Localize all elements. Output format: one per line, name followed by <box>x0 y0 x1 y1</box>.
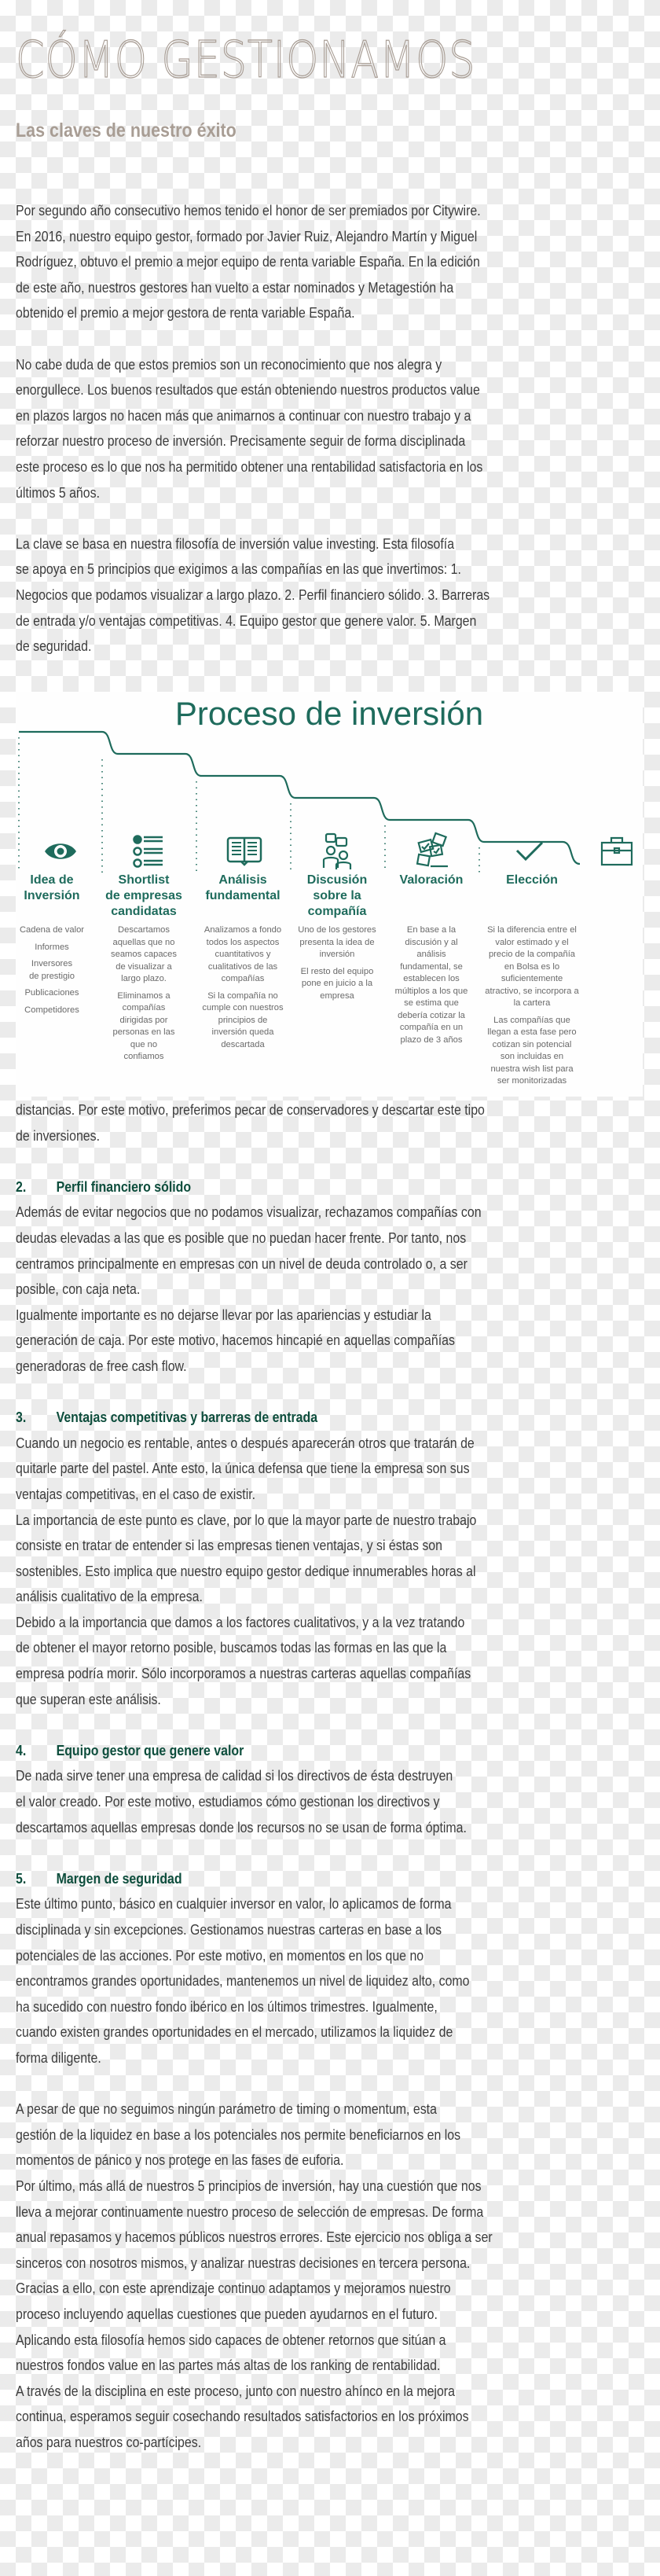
intro-line: de este año, nuestros gestores han vuelto a estar nominados y Metagestión ha <box>16 278 454 296</box>
step-title: Valoración <box>399 873 464 887</box>
closing-line: A pesar de que no seguimos ningún parámetro de timing o momentum, esta <box>16 2100 437 2118</box>
body-line: De nada sirve tener una empresa de calidad si los directivos de ésta destruyen <box>16 1767 453 1784</box>
section-heading-5: 5. Margen de seguridad <box>16 1869 182 1887</box>
section-heading-3: 3. Ventajas competitivas y barreras de entrada <box>16 1409 318 1426</box>
body-line: ventajas competitivas, en el caso de existir. <box>16 1485 256 1502</box>
section-heading-4: 4. Equipo gestor que genere valor <box>16 1741 244 1758</box>
body-text <box>16 1097 613 2455</box>
body-line: que superan este análisis. <box>16 1690 161 1707</box>
body-line: Este último punto, básico en cualquier inversor en valor, lo aplicamos de forma <box>16 1895 452 1913</box>
intro-line: en plazos largos no hacen más que animarnos a continuar con nuestro trabajo y a <box>16 406 471 424</box>
body-line: generadoras de free cash flow. <box>16 1357 187 1374</box>
closing-line: continua, esperamos seguir cosechando resultados satisfactorios en los próximos <box>16 2408 469 2425</box>
step-title: Análisis fundamental <box>205 873 280 902</box>
people-discussion-icon <box>319 832 358 871</box>
intro-line: Rodríguez, obtuvo el premio a mejor equipo de renta variable España. En la edición <box>16 253 480 270</box>
body-line: La importancia de este punto es clave, por lo que la mayor parte de nuestro trabajo <box>16 1511 477 1528</box>
closing-line: nuestros fondos value en las partes más altas de los ranking de rentabilidad. <box>16 2357 441 2374</box>
checklist-icon <box>130 832 169 871</box>
step-title: Idea de Inversión <box>24 873 80 902</box>
step-description: En base a la discusión y al análisis fundamental, se establecen los múltiplos a los que se estima que debería cotizar la compañía en un plazo de 3 años <box>394 925 468 1045</box>
body-line: quitarle parte del pastel. Ante esto, la única defensa que tiene la empresa son sus <box>16 1460 470 1477</box>
intro-line: se apoya en 5 principios que exigimos a las compañías en las que invertimos: 1. <box>16 560 461 578</box>
body-line: descartamos aquellas empresas donde los recursos no se usan de forma óptima. <box>16 1818 467 1836</box>
closing-line: años para nuestros co-partícipes. <box>16 2433 202 2450</box>
valuation-charts-icon <box>413 832 453 871</box>
body-line: deudas elevadas a las que es posible que no puedan hacer frente. Por tanto, nos <box>16 1229 467 1246</box>
open-book-icon <box>225 832 264 871</box>
step-discusion <box>292 873 382 1002</box>
intro-line: obtenido el premio a mejor gestora de renta variable España. <box>16 304 355 322</box>
step-analisis-fundamental <box>198 873 288 1051</box>
body-line: de inversiones. <box>16 1126 101 1144</box>
step-title: Shortlist de empresas candidatas <box>105 873 182 918</box>
body-line: posible, con caja neta. <box>16 1281 141 1298</box>
closing-line: momentos de pánico y nos protege en las fases de euforia. <box>16 2152 344 2169</box>
body-line: Además de evitar negocios que no podamos visualizar, rechazamos compañías con <box>16 1203 482 1221</box>
body-line: centramos principalmente en empresas con un nivel de deuda controlado o, a ser <box>16 1255 468 1272</box>
body-line: cuando existen grandes oportunidades en el mercado, utilizamos la liquidez de <box>16 2023 453 2041</box>
closing-line: A través de la disciplina en este proceso, junto con nuestro ahínco en la mejora <box>16 2382 455 2399</box>
eye-icon <box>41 832 80 871</box>
step-description: Uno de los gestores presenta la idea de inversión El resto del equipo pone en juicio a la empresa <box>298 925 376 1001</box>
intro-line: de seguridad. <box>16 638 92 655</box>
body-line: de obtener el mayor retorno posible, buscamos todas las formas en las que la <box>16 1639 447 1656</box>
intro-line: Por segundo año consecutivo hemos tenido el honor de ser premiados por Citywire. <box>16 202 481 219</box>
intro-line: Negocios que podamos visualizar a largo plazo. 2. Perfil financiero sólido. 3. Barreras <box>16 586 490 603</box>
body-line: encontramos grandes oportunidades, mantenemos un nivel de liquidez alto, como <box>16 1972 470 1990</box>
body-line: el valor creado. Por este motivo, estudiamos cómo gestionan los directivos y <box>16 1793 440 1810</box>
body-line: sostenibles. Esto implica que nuestro equipo gestor dedique innumerables horas al <box>16 1562 476 1579</box>
checkmark-icon <box>509 832 548 871</box>
step-title: Discusión sobre la compañía <box>306 873 368 918</box>
body-line: Debido a la importancia que damos a los factores cualitativos, y a la vez tratando <box>16 1613 465 1630</box>
closing-line: proceso incluyendo aquellas cuestiones que pueden ayudarnos en el futuro. <box>16 2305 438 2322</box>
intro-line: reforzar nuestro proceso de inversión. Precisamente seguir de forma disciplinada <box>16 432 466 450</box>
step-description: Cadena de valor Informes Inversores de prestigio Publicaciones Competidores <box>19 925 85 1015</box>
body-line: empresa podría morir. Sólo incorporamos a nuestras carteras aquellas compañías <box>16 1665 471 1682</box>
body-line: ha sucedido con nuestro fondo ibérico en los últimos trimestres. Igualmente, <box>16 1997 438 2015</box>
intro-line: enorgullece. Los buenos resultados que están obteniendo nuestros productos value <box>16 381 480 399</box>
page-title: CÓMO GESTIONAMOS <box>16 31 476 90</box>
step-idea-de-inversion <box>13 873 91 1021</box>
body-line: consiste en tratar de entender si las empresas tienen ventajas, y si éstas son <box>16 1537 443 1554</box>
closing-line: Por último, más allá de nuestros 5 principios de inversión, hay una cuestión que nos <box>16 2177 482 2194</box>
closing-line: Aplicando esta filosofía hemos sido capaces de obtener retornos que sitúan a <box>16 2331 446 2348</box>
closing-line: anual repasamos y hacemos públicos nuestros errores. Este ejercicio nos obliga a ser <box>16 2229 493 2246</box>
step-eleccion <box>481 873 583 1088</box>
intro-line: La clave se basa en nuestra filosofía de inversión value investing. Esta filosofía <box>16 535 455 552</box>
body-line: análisis cualitativo de la empresa. <box>16 1588 203 1605</box>
intro-line: este proceso es lo que nos ha permitido obtener una rentabilidad satisfactoria en los <box>16 458 483 475</box>
intro-line: de entrada y/o ventajas competitivas. 4. Equipo gestor que genere valor. 5. Margen <box>16 612 477 629</box>
page-subtitle: Las claves de nuestro éxito <box>16 119 236 141</box>
closing-line: gestión de la liquidez en base a los potenciales nos permite beneficiarnos en los <box>16 2126 461 2143</box>
intro-line: No cabe duda de que estos premios son un reconocimiento que nos alegra y <box>16 355 442 373</box>
intro-line: últimos 5 años. <box>16 483 101 501</box>
step-valoracion <box>387 873 476 1046</box>
intro-text <box>16 198 613 660</box>
intro-line: En 2016, nuestro equipo gestor, formado por Javier Ruiz, Alejandro Martín y Miguel <box>16 227 478 244</box>
step-description: Analizamos a fondo todos los aspectos cuantitativos y cualitativos de las compañías Si la compañía no cumple con nuestros principios de inversión queda descartada <box>202 925 284 1049</box>
investment-process-diagram <box>16 692 643 1097</box>
step-description: Descartamos aquellas que no seamos capaces de visualizar a largo plazo. Eliminamos a compañías dirigidas por personas en las que no confiamos <box>111 925 177 1061</box>
diagram-title: Proceso de inversión <box>174 695 484 732</box>
body-line: Igualmente importante es no dejarse llevar por las apariencias y estudiar la <box>16 1306 431 1323</box>
step-title: Elección <box>506 873 558 887</box>
briefcase-icon <box>597 832 636 871</box>
closing-line: sinceros con nosotros mismos, y analizar nuestras decisiones en tercera persona. <box>16 2254 471 2271</box>
closing-line: Gracias a ello, con este aprendizaje continuo adaptamos y mejoramos nuestro <box>16 2280 451 2297</box>
closing-line: lleva a mejorar continuamente nuestro proceso de selección de empresas. De forma <box>16 2203 484 2220</box>
section-heading-2: 2. Perfil financiero sólido <box>16 1178 192 1195</box>
body-line: distancias. Por este motivo, preferimos pecar de conservadores y descartar este tipo <box>16 1101 485 1118</box>
body-line: generación de caja. Por este motivo, hacemos hincapié en aquellas compañías <box>16 1332 455 1349</box>
step-description: Si la diferencia entre el valor estimado y el precio de la compañía en Bolsa es lo suficientemente atractivo, se incorpora a la cartera Las compañías que llegan a esta fase pero cotizan sin potencial son incluidas en nuestra wish list para ser monitorizadas <box>485 925 579 1086</box>
body-line: Cuando un negocio es rentable, antes o después aparecerán otros que tratarán de <box>16 1434 475 1451</box>
body-line: disciplinada y sin excepciones. Gestionamos nuestras carteras en base a los <box>16 1921 442 1938</box>
body-line: forma diligente. <box>16 2049 101 2066</box>
step-shortlist <box>101 873 187 1064</box>
body-line: potenciales de las acciones. Por este motivo, en momentos en los que no <box>16 1946 424 1964</box>
